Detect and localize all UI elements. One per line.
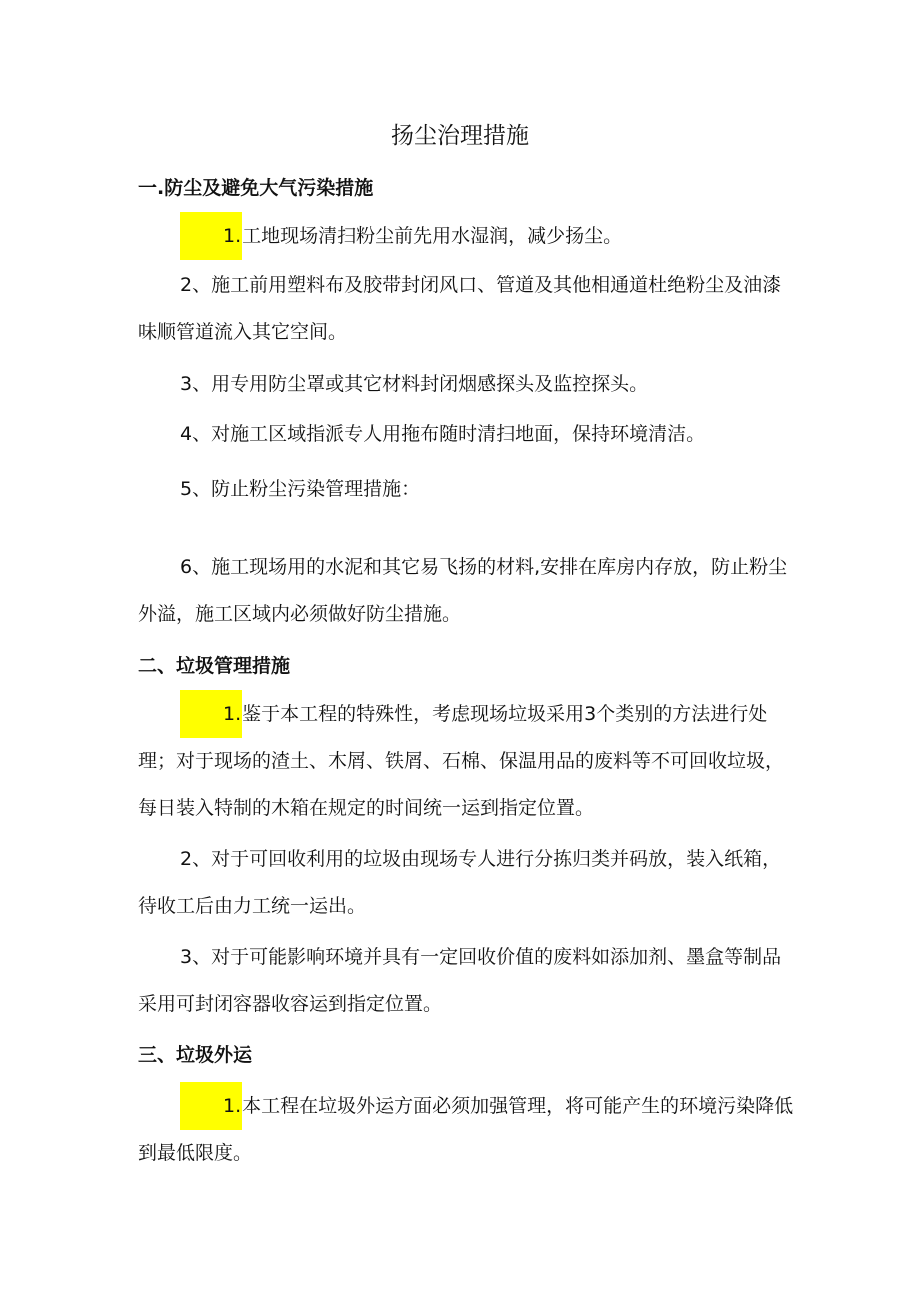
section-2-item-3: 3、对于可能影响环境并具有一定回收价值的废料如添加剂、墨盒等制品采用可封闭容器收容运到指定位置。	[138, 946, 782, 1015]
item-text: 工地现场清扫粉尘前先用水湿润，减少扬尘。	[242, 225, 623, 247]
section-3-heading: 三、垃圾外运	[138, 1044, 253, 1066]
section-1-item-4: 4、对施工区域指派专人用拖布随时清扫地面，保持环境清洁。	[180, 423, 706, 445]
section-1-item-2: 2、施工前用塑料布及胶带封闭风口、管道及其他相通道杜绝粉尘及油漆味顺管道流入其它空间。	[138, 274, 782, 343]
section-1-item-6: 6、施工现场用的水泥和其它易飞扬的材料,安排在库房内存放，防止粉尘外溢，施工区域内必须做好防尘措施。	[138, 556, 788, 625]
section-2-item-2: 2、对于可回收利用的垃圾由现场专人进行分拣归类并码放，装入纸箱，待收工后由力工统一运出。	[138, 848, 782, 917]
section-2-item-1	[138, 690, 798, 832]
section-2-heading: 二、垃圾管理措施	[138, 655, 291, 677]
item-text: 本工程在垃圾外运方面必须加强管理，将可能产生的环境污染降低到最低限度。	[138, 1095, 794, 1164]
section-1-item-3: 3、用专用防尘罩或其它材料封闭烟感探头及监控探头。	[180, 373, 649, 395]
section-1-item-5: 5、防止粉尘污染管理措施：	[180, 478, 421, 500]
item-number-highlight: 1.	[180, 1082, 242, 1130]
section-1-item-1	[138, 212, 798, 260]
item-number-highlight: 1.	[180, 690, 242, 738]
document-title: 扬尘治理措施	[391, 123, 529, 149]
section-1-heading: 一.防尘及避免大气污染措施	[138, 177, 374, 199]
item-number-highlight: 1.	[180, 212, 242, 260]
item-text: 鉴于本工程的特殊性，考虑现场垃圾采用3个类别的方法进行处理；对于现场的渣土、木屑、铁屑、石棉、保温用品的废料等不可回收垃圾，每日装入特制的木箱在规定的时间统一运到指定位置。	[138, 703, 785, 819]
section-3-item-1	[138, 1082, 798, 1177]
